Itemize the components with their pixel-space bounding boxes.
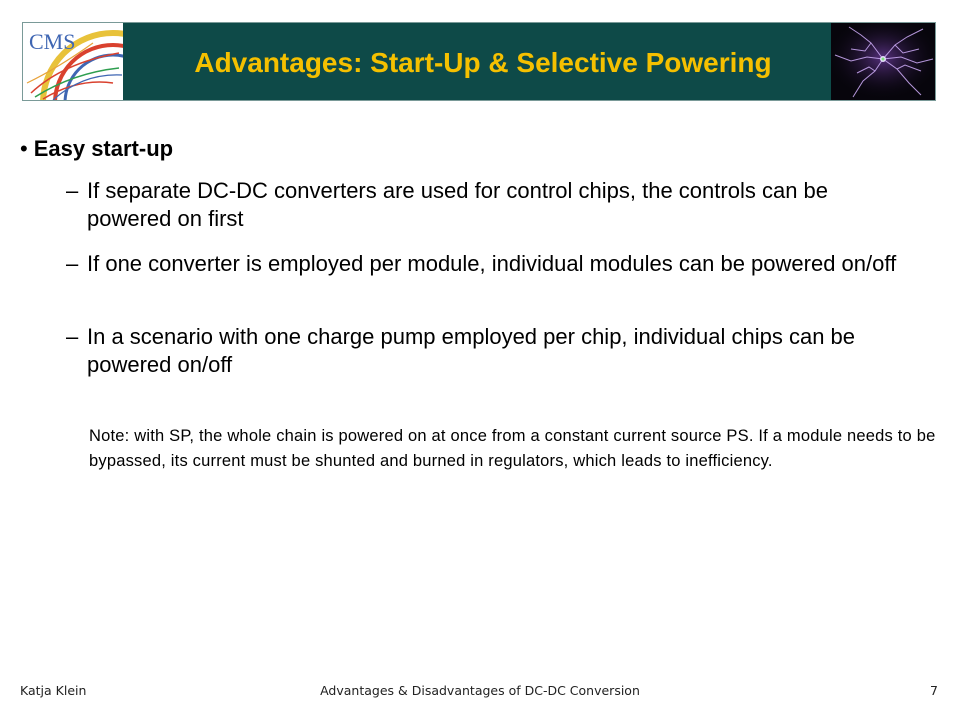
dash-marker: – xyxy=(66,324,79,349)
dash-marker: – xyxy=(66,251,79,276)
footer-author: Katja Klein xyxy=(20,683,87,698)
sub-bullet xyxy=(66,323,906,379)
logo-text: CMS xyxy=(29,29,76,54)
slide-title: Advantages: Start-Up & Selective Powering xyxy=(194,47,772,78)
sub-bullet-text: If separate DC-DC converters are used for control chips, the controls can be powered on first xyxy=(87,178,829,231)
sub-bullet xyxy=(66,177,906,233)
note-text: Note: with SP, the whole chain is powered on at once from a constant current source PS. If a module needs to be bypassed, its current must be shunted and burned in regulators, which leads to inefficiency. xyxy=(89,427,936,470)
sub-bullet-text: In a scenario with one charge pump employed per chip, individual chips can be powered on/off xyxy=(87,324,856,377)
sub-bullet xyxy=(66,250,906,278)
footer-talk-title: Advantages & Disadvantages of DC-DC Conversion xyxy=(320,683,640,698)
main-bullet xyxy=(20,136,173,162)
sub-bullet-text: If one converter is employed per module, individual modules can be powered on/off xyxy=(87,251,897,276)
dash-marker: – xyxy=(66,178,79,203)
bullet-dot: • xyxy=(20,136,28,161)
page-number: 7 xyxy=(930,683,938,698)
bullet-heading: Easy start-up xyxy=(33,136,174,161)
